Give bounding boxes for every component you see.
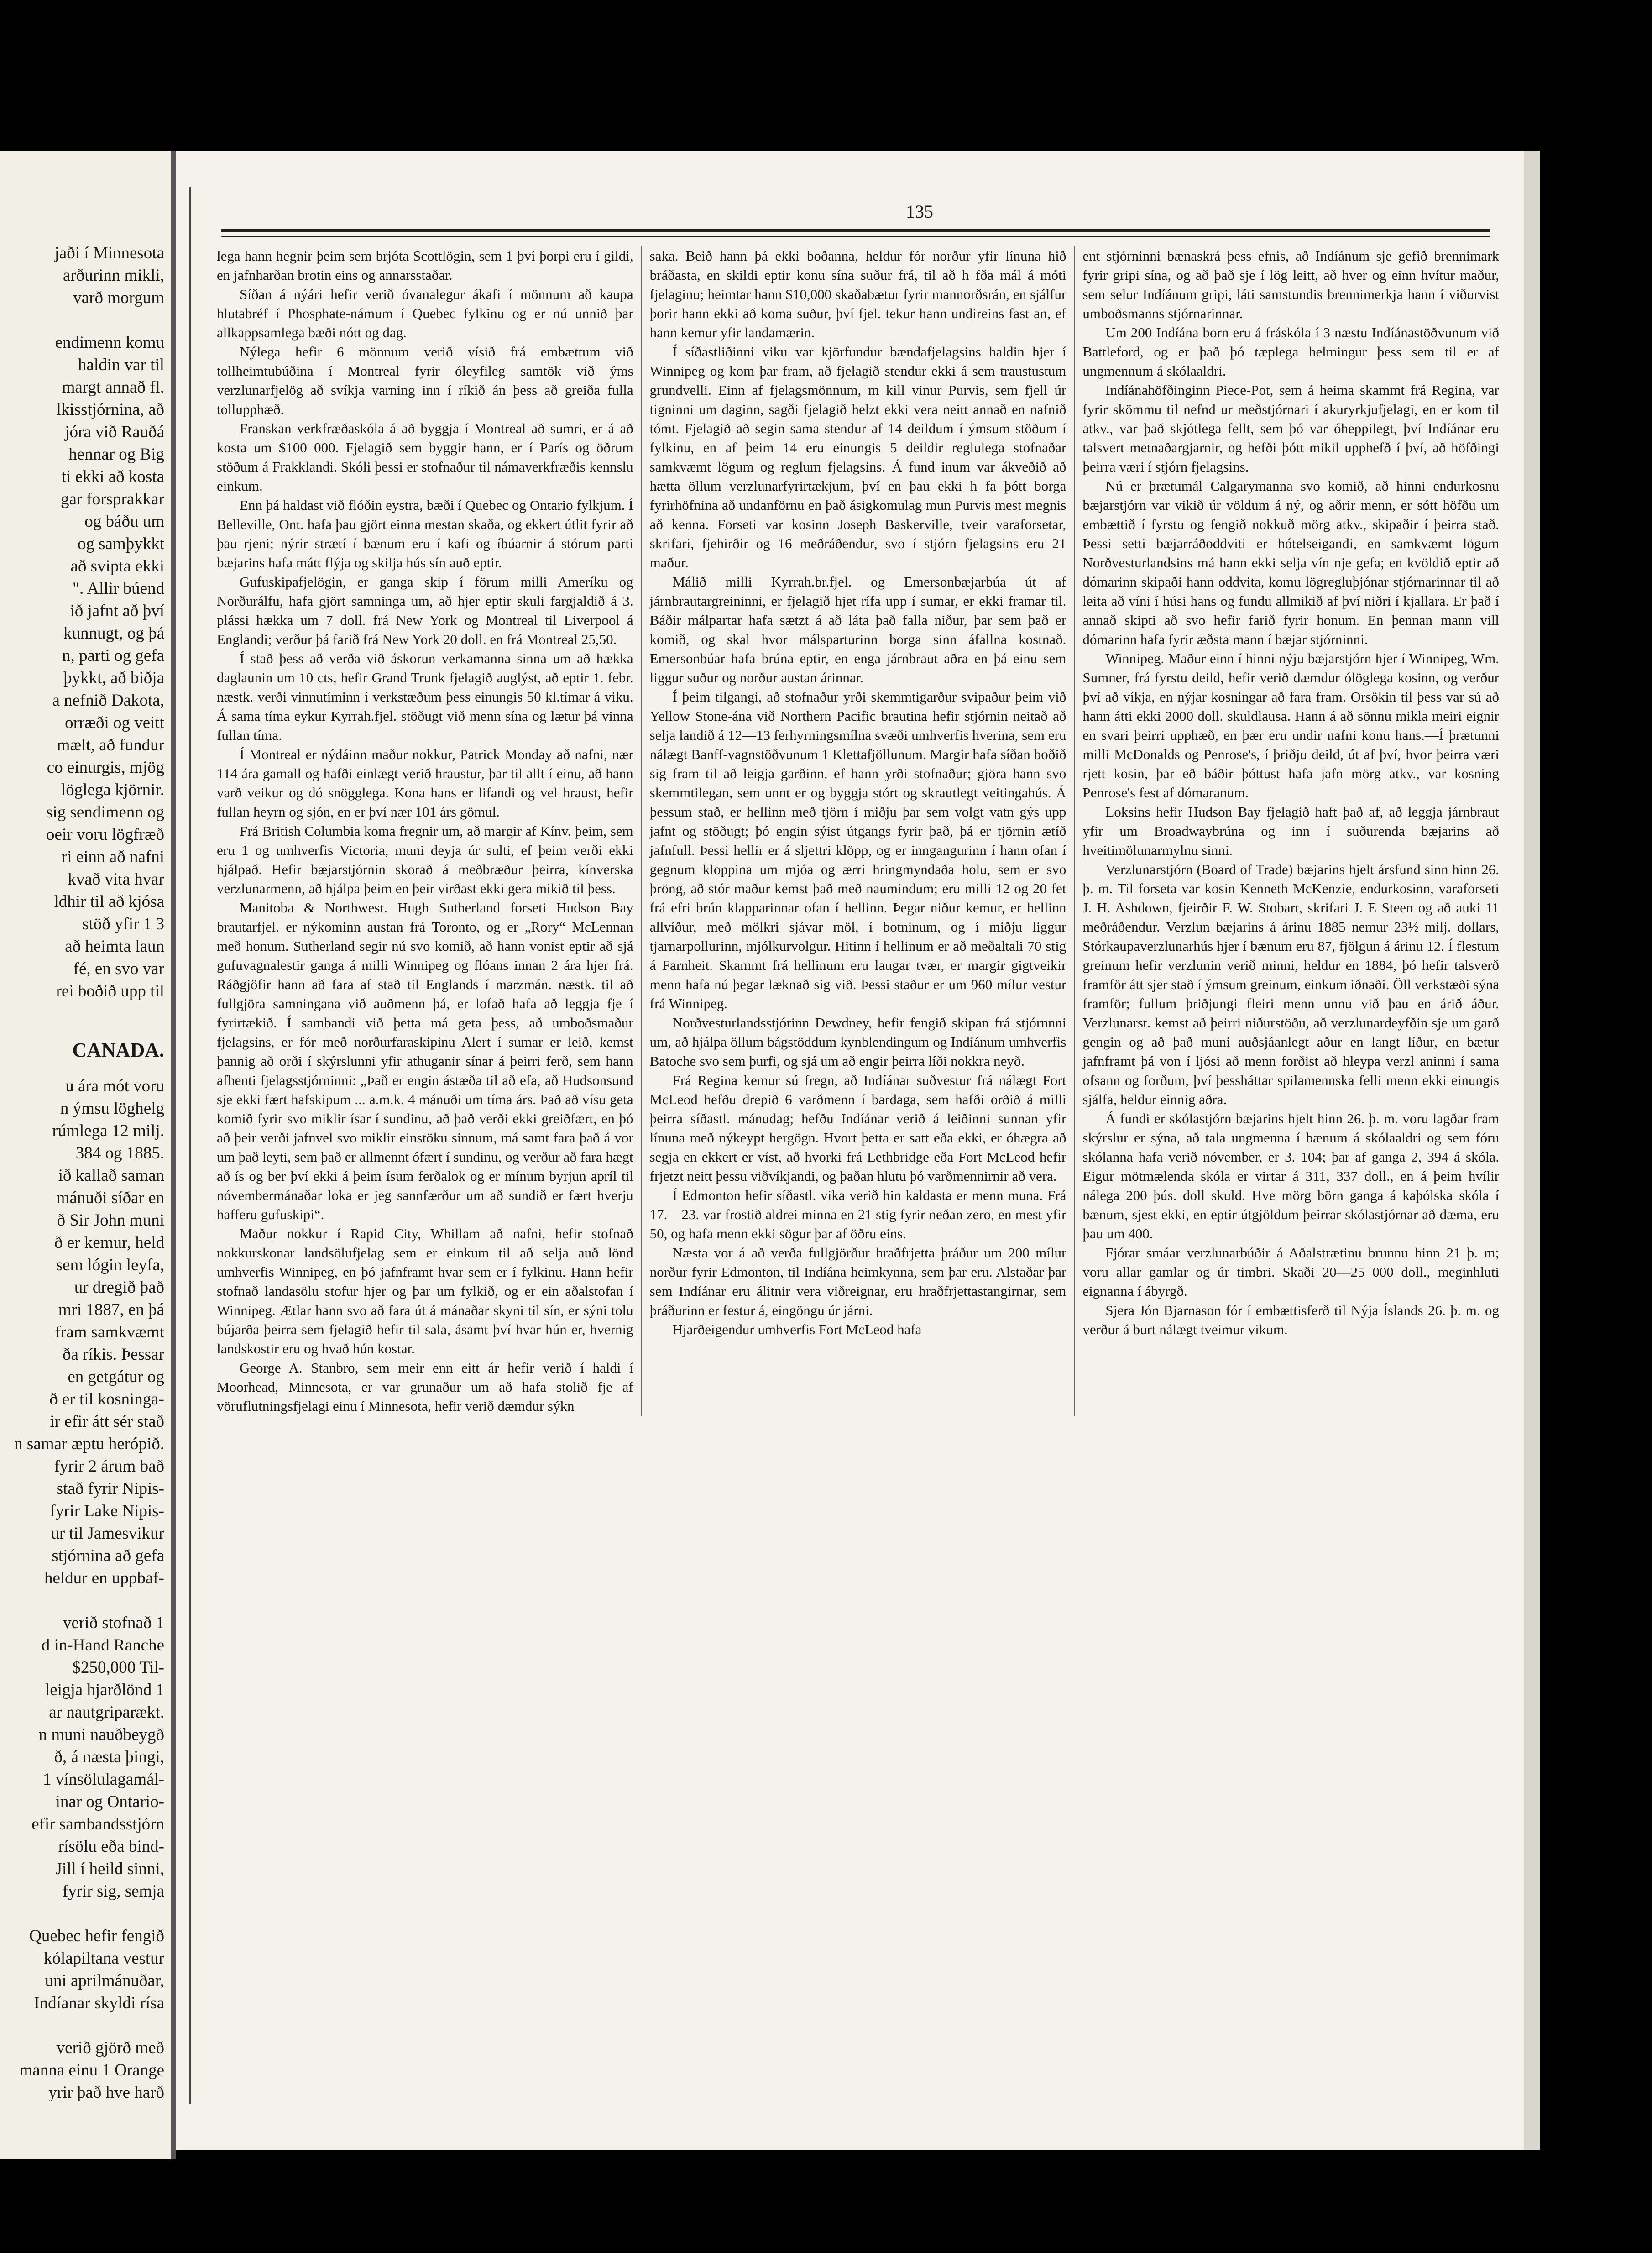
previous-page-line: leigja hjarðlönd 1 (45, 1681, 164, 1699)
previous-page-line: þykkt, að biðja (63, 669, 164, 687)
article-paragraph: Um 200 Indíána born eru á fráskóla í 3 næstu Indíánastöðvunum við Battleford, og er það þó tæplega helmingur þess sem til er af ungmennum á skólaaldri. (1082, 325, 1500, 379)
previous-page-line: ur dregið það (74, 1278, 164, 1297)
page-number: 135 (906, 201, 933, 222)
previous-page-line: sig sendimenn og (46, 803, 164, 822)
previous-page-line: 1 vínsölulagamál- (42, 1770, 164, 1789)
previous-page-line: ða ríkis. Þessar (63, 1345, 164, 1364)
previous-page-line: ti ekki að kosta (61, 467, 164, 486)
article-paragraph: Í síðastliðinni viku var kjörfundur bændafjelagsins haldin hjer í Winnipeg og kom þar fram, að fjelagið stendur ekki á sem traustustum grundvelli. Einn af fjelagsmönnum, m kill vinur Purvis, sem fjell úr tigninni um daginn, sagði fjelagið helzt ekki vera neitt annað en nafnið tómt. Fjelagið að segin sama stendur af 14 deildum í ýmsum stöðum í fylkinu, en af þeim 14 eru einungis 5 deildir reglulega stofnaðar samkvæmt lögum og reglum fjelagsins. Á fund inum var ákveðið að hætta öllum verzlunarfyrirtækjum, því en þau ekki h fa þótt borga fyrirhöfnina að undanförnu en það ásigkomulag mun Purvis mest megnis að kenna. Forseti var kosinn Joseph Baskerville, tveir varaforsetar, skrifari, fjehirðir og 16 meðráðendur, svo í stjórn fjelagsins eru 21 maður. (649, 344, 1066, 571)
previous-page-line: fé, en svo var (73, 959, 164, 978)
article-paragraph: Enn þá haldast við flóðin eystra, bæði í Quebec og Ontario fylkjum. Í Belleville, Ont. hafa þau gjört einna mestan skaða, og ekkert útlit fyrir að þau rjeni; nýrir strætí í bænum eru í kafi og íbúarnir á stórum parti bæjarins hafa mátt flýja og skilja hús sín auð eptir. (217, 497, 633, 571)
page-edge (1524, 151, 1540, 2150)
article-paragraph: lega hann hegnir þeim sem brjóta Scottlögin, sem 1 því þorpi eru í gildi, en jafnharðan brotin eins og annarsstaðar. (217, 248, 633, 283)
previous-page-line: kunnugt, og þá (63, 624, 164, 643)
article-paragraph: Nú er þrætumál Calgarymanna svo komið, að hinni endurkosnu bæjarstjórn var vikið úr völdum á ný, og aðrir menn, er sótt höfðu um embættið í fyrstu og fengið nokkuð mörg atkv., skipaðir í þeirra stað. Þessi setti bæjarráðoddviti er hótelseigandi, en samkvæmt lögum Norðvesturlandsins má hann ekki selja vín nje gefa; en kvöldið eptir að dómarinn skipaði hann oddvita, komu lögregluþjónar stjórnarinnar til að leita að víni í húsi hans og fundu allmikið af því niðri í kjallara. Er það í annað skipti að svo hefir farið fyrir honum. En þennan mann vill dómarinn hafa fyrir æðsta mann í bæjar stjórninni. (1082, 478, 1500, 647)
article-paragraph: Norðvesturlandsstjórinn Dewdney, hefir fengið skipan frá stjórnnni um, að hjálpa öllum bágstöddum kynblendingum og Indíánum umhverfis Batoche svo sem þurfi, og sjá um að engir þeirra líði nokkra neyð. (649, 1015, 1066, 1069)
text-column-2 (650, 246, 1066, 1416)
previous-page-line: hennar og Big (68, 445, 164, 464)
previous-page-line: ð, á næsta þingi, (54, 1748, 164, 1766)
previous-page-line: og báðu um (84, 512, 164, 531)
previous-page-line: stað fyrir Nipis- (56, 1479, 164, 1498)
article-paragraph: Síðan á nýári hefir verið óvanalegur ákafi í mönnum að kaupa hlutabréf í Phosphate-námum í Quebec fylkinu og er nú unnið þar allkappsamlega bæði nótt og dag. (217, 286, 633, 341)
previous-page-line: rúmlega 12 milj. (52, 1121, 164, 1140)
previous-page-line: a nefnið Dakota, (52, 691, 164, 710)
previous-page-line: Quebec hefir fengið (29, 1927, 164, 1945)
previous-page-line: verið gjörð með (56, 2038, 164, 2057)
article-paragraph: George A. Stanbro, sem meir enn eitt ár hefir verið í haldi í Moorhead, Minnesota, er var grunaður um að hafa stolið fje af vöruflutningsfjelagi einu í Minnesota, hefir verið dæmdur sýkn (217, 1360, 633, 1414)
previous-page-line: kvað vita hvar (68, 870, 164, 889)
previous-page-line: co einurgis, mjög (47, 758, 164, 777)
previous-page-line: varð morgum (73, 288, 164, 307)
previous-page-line: n muni nauðbeygð (38, 1725, 164, 1744)
article-paragraph: Málið milli Kyrrah.br.fjel. og Emersonbæjarbúa út af járnbrautargreininni, er fjelagið hjet rífa upp í sumar, er ekki framar til. Báðir málpartar hafa sætzt á að láta það falla niður, þar sem það er komið, og skal hvor málsparturinn borga sinn áfallna kostnað. Emersonbúar hafa brúna eptir, en enga járnbraut aðra en þá einu sem liggur suður og norður austan árinnar. (649, 574, 1066, 686)
previous-page-line: endimenn komu (55, 333, 164, 352)
article-paragraph: Manitoba & Northwest. Hugh Sutherland forseti Hudson Bay brautarfjel. er nýkominn austan frá Toronto, og er „Rory“ McLennan með honum. Sutherland segir nú svo komið, að hann vonist eptir að sjá gufuvagnalestir ganga á milli Winnipeg og flóans innan 2 ára hjer frá. Ráðgjöfir hann að fara af stað til Englands í marzmán. næstk. til að fullgjöra samningana við auðmenn þá, er lofað hafa að leggja fje í fyrirtækið. Í sambandi við þetta má geta þess, að umboðsmaður fjelagsins, er fór með norðurfaraskipinu Alert í sumar er leið, kemst þannig að orði í skýrslunni yfir athuganir sínar á þeirri ferð, sem hann afhenti fjelagsstjórninni: „Það er engin ástæða til að efa, að Hudsonsund sje ekki fært hafskipum ... a.m.k. 4 mánuði um tíma árs. Það að vísu geta komið fyrir svo miklir ísar í sundinu, að það verði ekki greiðfært, en þó að þeir verði jafnvel svo miklir einstöku sinnum, má samt fara það á vor um það leyti, sem það er allmennt ófært í sundinu, og verður að fara hægt að ís og ber því ekki á þeim ísum ferðalok og er mínum byrjun apríl til nóvembermánaðar loka er jeg sannfærður um að sundið er fært hverju hafferu gufuskipi“. (217, 900, 633, 1222)
previous-page-line: fyrir Lake Nipis- (50, 1502, 164, 1520)
previous-page-line: ir efir átt sér stað (50, 1412, 164, 1431)
previous-page-line: löglega kjörnir. (61, 781, 164, 799)
previous-page-line: arðurinn mikli, (63, 266, 164, 285)
previous-page-line: ri einn að nafni (62, 848, 164, 866)
text-column-3 (1082, 246, 1499, 1416)
binding-gutter (171, 151, 176, 2159)
previous-page-line: gar forsprakkar (60, 490, 164, 508)
previous-page-line (0, 1902, 164, 1925)
article-paragraph: Maður nokkur í Rapid City, Whillam að nafni, hefir stofnað nokkurskonar landsölufjelag sem er einkum til að selja auð lönd umhverfis Winnipeg, en þó jafnframt hvar sem er í fylkinu. Hann hefir stofnað landasölu stofur hjer og þar um fylkið, og er ein aðalstofan í Winnipeg. Ætlar hann svo að fara út á mánaðar skyni til sín, er sýni tolu bújarða þeirra sem fjelagið hefir til sala, ásamt því hvar hún er, hvernig landskostir eru og hvað hún kostar. (217, 1226, 633, 1357)
previous-page-line: oeir voru lögfræð (46, 825, 164, 844)
previous-page-text (0, 242, 164, 2104)
article-paragraph: Sjera Jón Bjarnason fór í embættisferð til Nýja Íslands 26. þ. m. og verður á burt nálægt tveimur vikum. (1082, 1302, 1500, 1337)
previous-page-line: verið stofnað 1 (63, 1614, 164, 1632)
article-paragraph: ent stjórninni bænaskrá þess efnis, að Indíánum sje gefið brennimark fyrir gripi sína, og að það sje í lög leitt, að hver og einn hvítur maður, sem selur Indíánum gripi, láti samstundis brennimerkja hann í viðurvist umboðsmanns stjórnarinnar. (1082, 248, 1500, 321)
previous-page-line: fyrir sig, semja (63, 1882, 164, 1901)
article-paragraph: Franskan verkfræðaskóla á að byggja í Montreal að sumri, er á að kosta um $100 000. Fjelagið sem byggir hann, er í París og öðrum stöðum á Frakklandi. Skóli þessi er stofnaður til námaverkfræðis kennslu einkum. (217, 420, 633, 494)
previous-page-line: yrir það hve harð (48, 2083, 164, 2102)
previous-page-line (0, 2014, 164, 2037)
article-paragraph: Í Montreal er nýdáinn maður nokkur, Patrick Monday að nafni, nær 114 ára gamall og hafði einlægt verið hraustur, þar til allt í einu, að hann varð veikur og dó snögglega. Kona hans er lifandi og vel hraust, hefir fullan heyrn og sjón, en er því nær 101 árs gömul. (217, 746, 633, 820)
previous-page-line: n samar æptu herópið. (14, 1435, 164, 1453)
previous-page-line: Jill í heild sinni, (55, 1860, 164, 1878)
previous-page-line: mánuði síðar en (56, 1189, 164, 1207)
article-paragraph: Frá British Columbia koma fregnir um, að margir af Kínv. þeim, sem eru 1 og umhverfis Victoria, muni deyja úr sulti, ef þeim verði ekki hjálpað. Hefir bæjarstjórnin skorað á meðbræður þeirra, kínverska verzlunarmenn, að hjálpa þeim en þeir virðast ekki gera mikið til þess. (217, 823, 633, 896)
previous-page-line: 384 og 1885. (75, 1144, 164, 1163)
previous-page-line: manna einu 1 Orange (19, 2061, 164, 2080)
previous-page-line: mælt, að fundur (57, 736, 164, 754)
previous-page-line: kólapiltana vestur (43, 1949, 164, 1968)
previous-page-line: ð Sir John muni (57, 1211, 164, 1230)
previous-page-line: inar og Ontario- (55, 1792, 164, 1811)
article-paragraph: Winnipeg. Maður einn í hinni nýju bæjarstjórn hjer í Winnipeg, Wm. Sumner, frá fyrstu deild, hefir verið dæmdur ólöglega kosinn, og verður því að víkja, en nýjar kosningar að fara fram. Orsökin til þess var sú að hann átti ekki 2000 doll. skuldlausa. Hann á að sönnu mikla meiri eignir en svari þeirri upphæð, en þær eru undir nafni konu hans.—Í þrætunni milli McDonalds og Penrose's, í þriðju deild, út af því, hvor þeirra væri rjett kosin, þar eð báðir þóttust hafa jafn mörg atkv., var kosning Penrose's fest af dómaranum. (1082, 650, 1500, 801)
previous-page-line: ur til Jamesvikur (51, 1524, 164, 1543)
article-paragraph: Næsta vor á að verða fullgjörður hraðfrjetta þráður um 200 mílur norður fyrir Edmonton, til Indíána heimkynna, sem þar eru. Alstaðar þar sem Indíánar eru álitnir vera viðreignar, eru hraðfrjettastangirnar, sem þráðurinn er festur á, eingöngu úr járni. (649, 1245, 1066, 1318)
previous-page-line: margt annað fl. (62, 378, 164, 397)
previous-page-line: ið jafnt að því (70, 602, 164, 620)
previous-page-line: sem lógin leyfa, (56, 1256, 164, 1274)
article-paragraph: Á fundi er skólastjórn bæjarins hjelt hinn 26. þ. m. voru lagðar fram skýrslur er sýna, að tala ungmenna í bænum á skólaaldri og sem fóru skólanna hafa verið nóvember, er 3. 104; þar af ganga 2, 394 á skóla. Eigur mötmælenda skóla er virtar á 311, 337 doll., en á þeim hvílir nálega 200 þús. doll skuld. Hve mörg börn ganga á kaþólska skóla í bænum, sjest ekki, en eptir útgjöldum þeirrar skólastjórnar að dæma, eru þau um 400. (1082, 1111, 1500, 1242)
previous-page-line: stöð yfir 1 3 (82, 915, 164, 933)
previous-page-line: fram samkvæmt (55, 1323, 164, 1341)
previous-page (0, 151, 171, 2159)
previous-page-line: ldhir til að kjósa (54, 892, 164, 911)
previous-page-line: að heimta laun (65, 937, 164, 956)
previous-page-line: n, parti og gefa (62, 646, 164, 665)
previous-page-line (0, 309, 164, 331)
previous-page-line: lkisstjórnina, að (56, 400, 164, 419)
previous-page-line: og samþykkt (77, 534, 164, 553)
previous-page-line: ar nautgriparækt. (49, 1703, 164, 1722)
article-paragraph: Í Edmonton hefir síðastl. vika verið hin kaldasta er menn muna. Frá 17.—23. var frostið aldrei minna en 21 stig fyrir neðan zero, en mest yfir 50, og hafa menn ekki sögur þar af öðru eins. (649, 1187, 1066, 1242)
previous-page-line: stjórnina að gefa (52, 1546, 164, 1565)
text-columns (217, 246, 1499, 1416)
article-paragraph: saka. Beið hann þá ekki boðanna, heldur fór norður yfir línuna hið bráðasta, en skildi eptir konu sína suður frá, til að h fða mál á móti fjelaginu; heimtar hann $10,000 skaðabætur fyrir mannorðsrán, en sjálfur þorir hann ekki að koma suður, því fjel. tekur hann undireins fast an, ef hann kemur yfir landamærin. (649, 248, 1066, 341)
previous-page-line: jaði í Minnesota (54, 244, 164, 262)
column-divider (641, 246, 642, 1416)
article-paragraph: Gufuskipafjelögin, er ganga skip í förum milli Ameríku og Norðurálfu, hafa gjört samninga um, að hjer eptir skuli fargjaldið á 3. plássi hækka um 7 doll. frá New York og Montreal til Liverpool á Englandi; verður þá farið frá New York 20 doll. en frá Montreal 25,50. (217, 574, 633, 647)
article-paragraph: Nýlega hefir 6 mönnum verið vísið frá embættum við tollheimtubúðina í Montreal fyrir óleyfileg samtök við ýms verzlunarfjelög að svíkja varning inn í ríkið án þess að greiða fulla tollupphæð. (217, 344, 633, 417)
previous-page-line: ". Allir búend (72, 579, 164, 598)
previous-page-line: að svipta ekki (70, 557, 164, 576)
previous-page-line: Indíanar skyldi rísa (34, 1994, 164, 2012)
article-paragraph: Í stað þess að verða við áskorun verkamanna sinna um að hækka daglaunin um 10 cts, hefir Grand Trunk fjelagið auglýst, að eptir 1. febr. næstk. verði vinnutíminn í verkstæðum þess einungis 50 kl.tímar á viku. Á sama tíma eykur Kyrrah.fjel. stöðugt við menn sína og lætur þá vinna fullan tíma. (217, 650, 633, 743)
previous-page-line: mri 1887, en þá (58, 1300, 164, 1319)
previous-page-line: orræði og veitt (65, 713, 164, 732)
previous-page-line: u ára mót voru (65, 1077, 164, 1095)
previous-page-line: ið kallað saman (58, 1166, 164, 1185)
previous-page-line: uni aprilmánuðar, (45, 1971, 164, 1990)
article-paragraph: Frá Regina kemur sú fregn, að Indíánar suðvestur frá nálægt Fort McLeod hefðu drepið 6 varðmenn í bardaga, sem hafði orðið á milli þeirra síðastl. mánudag; hefðu Indíánar verið á leiðinni sunnan yfir línuna með nýkeypt hergögn. Hvort þetta er satt eða ekki, er óhægra að segja en ekkert er víst, að hvorki frá Lethbridge eða Fort McLeod hefir frjetzt neitt þessu viðvíkjandi, og þaðan hlutu þó varðmennirnir að vera. (649, 1072, 1066, 1184)
article-paragraph: Í þeim tilgangi, að stofnaður yrði skemmtigarður svipaður þeim við Yellow Stone-ána við Northern Pacific brautina hefir stjórnin neitað að selja landið á 12—13 ferhyrningsmílna svæði umhverfis hverina, sem eru nálægt Banff-vagnstöðvunum 1 Klettafjöllunum. Margir hafa síðan boðið sig fram til að leigja garðinn, ef hann yrði stofnaður; gjöra hann svo skemmtilegan, sem unnt er og byggja stórt og skrautlegt veitingahús. Á þessum stað, er hellinn með tjörn í miðju þar sem volgt vatn gýs upp jafnt og stöðugt; þó engin sýist útgangs fyrir það, þá er tjörnin ætíð jafnfull. Þessi hellir er á sljettri klöpp, og er inngangurinn í hann ofan í gegnum kloppina um mjóa og ærri hringmyndaða holu, sem er svo þröng, að stór maður kemst það með naumindum; eru milli 12 og 20 fet frá efri brún klapparinnar ofan í hellinn. Þegar niður kemur, er hellinn allvíður, með mölkri sjávar möl, í botninum, og í miðju liggur tjarnarpollurinn, mjólkurvolgur. Hitinn í hellinum er að meðaltali 70 stig á Farnheit. Skammt frá hellinum eru laugar tvær, er margir gigtveikir menn hafa nú þegar læknað sig við. Þessi staður er um 960 mílur vestur frá Winnipeg. (649, 689, 1066, 1011)
column-divider (1074, 246, 1075, 1416)
article-paragraph: Indíánahöfðinginn Piece-Pot, sem á heima skammt frá Regina, var fyrir skömmu til nefnd ur meðstjórnari í akuryrkjufjelagi, en er kom til atkv., var það skjótlega fellt, sem þó var óheppilegt, því Indíánar eru talsvert metnaðargjarnir, og hefði þótt mikil upphefð í því, að höfðingi þeirra væri í stjórn fjelagsins. (1082, 382, 1500, 475)
previous-page-line: jóra við Rauðá (65, 423, 164, 441)
article-paragraph: Hjarðeigendur umhverfis Fort McLeod hafa (672, 1321, 922, 1337)
previous-page-line: haldin var til (78, 356, 164, 374)
previous-page-line: en getgátur og (68, 1368, 164, 1386)
previous-page-line: rísölu eða bind- (58, 1837, 164, 1856)
previous-page-line: heldur en uppbaf- (44, 1569, 164, 1588)
previous-page-line: ð er til kosninga- (49, 1390, 164, 1409)
article-paragraph: Loksins hefir Hudson Bay fjelagið haft það af, að leggja járnbraut yfir um Broadwaybrúna og inn í suðurenda bæjarins að hveitimölunarmylnu sinni. (1082, 804, 1500, 858)
previous-page-line: d in-Hand Ranche (41, 1636, 164, 1655)
newspaper-page (176, 151, 1524, 2150)
previous-page-line: n ýmsu löghelg (60, 1099, 164, 1118)
previous-page-line: efir sambandsstjórn (31, 1815, 164, 1834)
previous-page-heading: CANADA. (72, 1039, 164, 1061)
text-column-1 (217, 246, 633, 1416)
previous-page-line: fyrir 2 árum bað (54, 1457, 164, 1476)
article-paragraph: Fjórar smáar verzlunarbúðir á Aðalstrætinu brunnu hinn 21 þ. m; voru allar gamlar og úr timbri. Skaði 20—25 000 doll., meginhluti eignanna í ábyrgð. (1082, 1245, 1500, 1299)
left-frame-line (189, 187, 191, 2104)
article-paragraph: Verzlunarstjórn (Board of Trade) bæjarins hjelt ársfund sinn hinn 26. þ. m. Til forseta var kosin Kenneth McKenzie, endurkosinn, varaforseti J. H. Ashdown, fjeirðir F. W. Stobart, skrifari J. E Steen og að auki 11 meðráðendur. Verzlun bæjarins á árinu 1885 nemur 23½ milj. dollars, Stórkaupaverzlunarhús hjer í bænum eru 87, fjölgun á árinu 12. Í flestum greinum hefir verzlunin verið minni, heldur en 1884, þó hefir talsverð framför átt sjer stað í ýmsum greinum, einkum iðnaði. Öll verkstæði sýna framför; fullum þriðjungi fleiri menn unnu við þau en árið áður. Verzlunarst. kemst að þeirri niðurstöðu, að verzlunardeyfðin sje um garð gengin og að það muni auðsjáanlegt aður en langt líður, en bætur jafnframt þá von í ljósi að menn forðist að hleypa verzl aninni í sama ofsann og forðum, því þessháttar spilamennska felli menn ekki einungis sjálfa, heldur einnig aðra. (1082, 861, 1500, 1107)
previous-page-line (0, 1589, 164, 1612)
previous-page-line: ð er kemur, held (54, 1233, 164, 1252)
previous-page-line: $250,000 Til- (72, 1658, 164, 1677)
header-rule (221, 229, 1490, 237)
previous-page-line: rei boðið upp til (56, 982, 164, 1001)
